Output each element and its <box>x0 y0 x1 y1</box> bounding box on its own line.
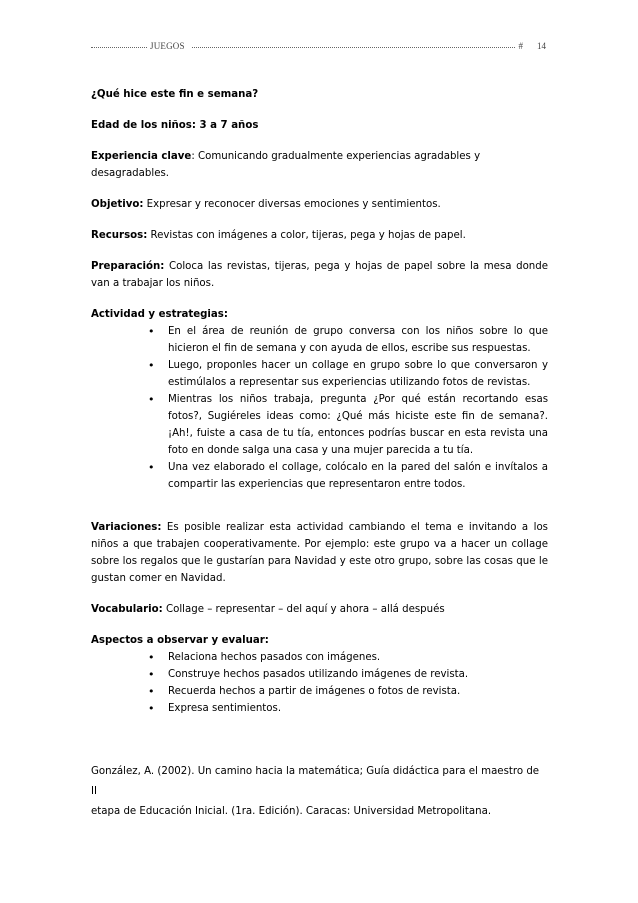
list-item-text: Una vez elaborado el collage, colócalo en la pared del salón e invítalos a compartir las experiencias que representaron entre todos. <box>168 462 548 490</box>
list-item-text: Recuerda hechos a partir de imágenes o fotos de revista. <box>168 686 461 697</box>
list-item-text: Construye hechos pasados utilizando imágenes de revista. <box>168 669 469 680</box>
list-item <box>146 666 548 683</box>
list-item <box>146 649 548 666</box>
experiencia-text: : Comunicando gradualmente experiencias agradables y desagradables. <box>91 151 481 179</box>
preparacion-label: Preparación: <box>91 261 165 272</box>
reference-line: etapa de Educación Inicial. (1ra. Edición). Caracas: Universidad Metropolitana. <box>91 806 492 817</box>
aspectos-list <box>91 649 548 717</box>
list-item <box>146 357 548 391</box>
bibliographic-reference <box>91 762 548 822</box>
experiencia-label: Experiencia clave <box>91 151 192 162</box>
bullet-icon: • <box>148 685 155 698</box>
list-item <box>146 459 548 493</box>
vocabulario <box>91 601 548 618</box>
list-item <box>146 683 548 700</box>
list-item-text: Expresa sentimientos. <box>168 703 282 714</box>
bullet-icon: • <box>148 702 155 715</box>
header-hash: # <box>518 41 523 51</box>
list-item <box>146 700 548 717</box>
bullet-icon: • <box>148 668 155 681</box>
header-title: JUEGOS <box>150 41 185 51</box>
recursos <box>91 227 548 244</box>
variaciones <box>91 519 548 587</box>
list-item <box>146 391 548 459</box>
age-range: Edad de los niños: 3 a 7 años <box>91 120 259 131</box>
document-body <box>91 86 548 822</box>
preparacion-text: Coloca las revistas, tijeras, pega y hojas de papel sobre la mesa donde van a trabajar los niños. <box>91 261 548 289</box>
list-item-text: Mientras los niños trabaja, pregunta ¿Por qué están recortando esas fotos?, Sugiéreles ideas como: ¿Qué más hiciste este fin de semana?. ¡Ah!, fuiste a casa de tu tía, entonces podrías buscar en esta revista una foto en donde salga una casa y una mujer parecida a tu tía. <box>168 394 548 456</box>
bullet-icon: • <box>148 325 155 338</box>
variaciones-text: Es posible realizar esta actividad cambiando el tema e invitando a los niños a que trabajen cooperativamente. Por ejemplo: este grupo va a hacer un collage sobre los regalos que le gustarían para Navidad y este otro grupo, sobre las cosas que le gustan comer en Navidad. <box>91 522 548 584</box>
page-header <box>91 39 546 53</box>
page-number: 14 <box>537 41 546 51</box>
bullet-icon: • <box>148 651 155 664</box>
vocabulario-label: Vocabulario: <box>91 604 163 615</box>
recursos-text: Revistas con imágenes a color, tijeras, pega y hojas de papel. <box>147 230 466 241</box>
experiencia-clave <box>91 148 548 182</box>
actividad-list <box>91 323 548 493</box>
variaciones-label: Variaciones: <box>91 522 162 533</box>
list-item-text: Luego, proponles hacer un collage en grupo sobre lo que conversaron y estimúlalos a representar sus experiencias utilizando fotos de revistas. <box>168 360 548 388</box>
preparacion <box>91 258 548 292</box>
aspectos-heading: Aspectos a observar y evaluar: <box>91 635 269 646</box>
bullet-icon: • <box>148 393 155 406</box>
list-item <box>146 323 548 357</box>
bullet-icon: • <box>148 461 155 474</box>
header-rule-left <box>91 47 147 48</box>
list-item-text: Relaciona hechos pasados con imágenes. <box>168 652 381 663</box>
activity-title: ¿Qué hice este fin e semana? <box>91 89 259 100</box>
vocabulario-text: Collage – representar – del aquí y ahora – allá después <box>162 604 445 615</box>
header-rule-right <box>192 47 515 48</box>
bullet-icon: • <box>148 359 155 372</box>
actividad-heading: Actividad y estrategias: <box>91 309 228 320</box>
list-item-text: En el área de reunión de grupo conversa con los niños sobre lo que hicieron el fin de semana y con ayuda de ellos, escribe sus respuestas. <box>168 326 548 354</box>
objetivo <box>91 196 548 213</box>
objetivo-label: Objetivo: <box>91 199 144 210</box>
recursos-label: Recursos: <box>91 230 148 241</box>
reference-line: González, A. (2002). Un camino hacia la matemática; Guía didáctica para el maestro de II <box>91 766 540 797</box>
objetivo-text: Expresar y reconocer diversas emociones y sentimientos. <box>143 199 441 210</box>
